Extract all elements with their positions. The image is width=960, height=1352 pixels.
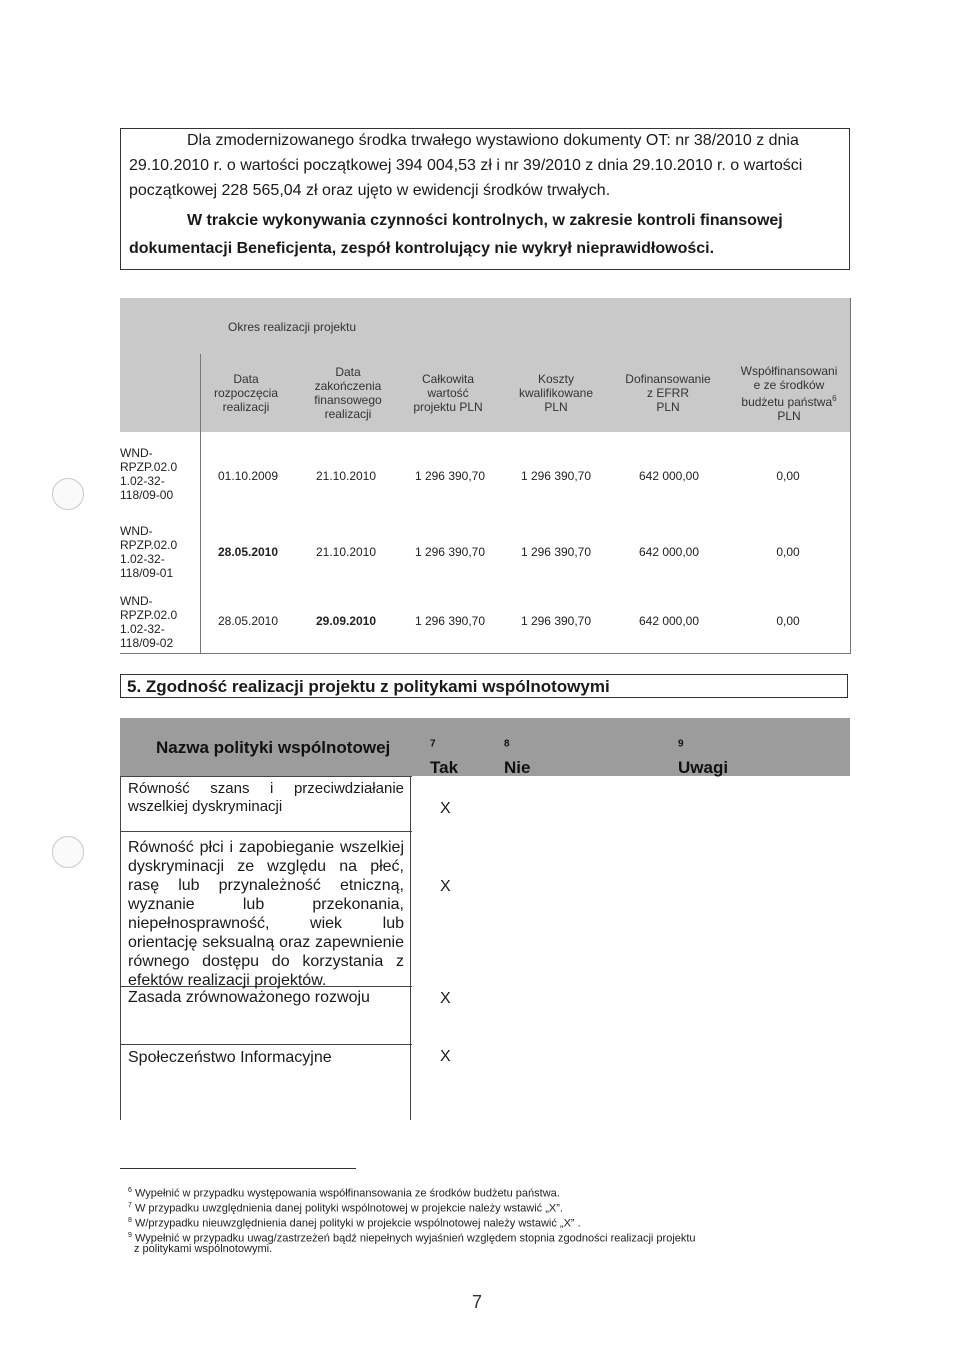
- footnote: $^8$ W/przypadku nieuwzględnienia danej polityki w projekcie wspólnotowej należy wstawić „X” .: [128, 1217, 581, 1230]
- header-policy-name: Nazwa polityki wspólnotowej: [156, 738, 391, 757]
- row-total: 1 296 390,70: [414, 614, 486, 628]
- footnote: z politykami wspólnotowymi.: [134, 1243, 273, 1255]
- col-start-date: Data rozpoczęcia realizacji: [213, 372, 279, 414]
- policy-mark: X: [440, 990, 451, 1007]
- header-notes: Uwagi $^9$: [678, 738, 729, 777]
- policy-mark: X: [440, 1048, 451, 1065]
- policy-mark: X: [440, 878, 451, 895]
- grid-line: [120, 776, 121, 1120]
- policy-name: Zasada zrównoważonego rozwoju: [128, 989, 370, 1006]
- grid-line: [410, 776, 411, 1120]
- row-end: 21.10.2010: [315, 469, 377, 483]
- intro-line-1: Dla zmodernizowanego środka trwałego wystawiono dokumenty OT: nr 38/2010 z dnia: [187, 132, 799, 149]
- footnote: $^9$ Wypełnić w przypadku uwag/zastrzeżeń bądź niepełnych wyjaśnień względem stopnia zgodności realizacji projektu: [128, 1232, 696, 1245]
- intro-line-5: dokumentacji Beneficjenta, zespół kontrolujący nie wykrył nieprawidłowości.: [129, 240, 715, 257]
- row-end: 21.10.2010: [315, 545, 377, 559]
- grid-line: [850, 298, 851, 654]
- section-5-title: 5. Zgodność realizacji projektu z politykami wspólnotowymi: [120, 674, 848, 698]
- row-eligible: 1 296 390,70: [520, 469, 592, 483]
- period-header-label: Okres realizacji projektu: [228, 320, 357, 334]
- footnote: $^6$ Wypełnić w przypadku występowania współfinansowania ze środków budżetu państwa.: [128, 1187, 560, 1200]
- policy-name: Równość płci i zapobieganie wszelkiej dyskryminacji ze względu na płeć, rasę lub przynależność etniczną, wyznanie lub przekonania, niepełnosprawność, wiek lub orientację seksualną oraz zapewnienie równego dostępu do korzystania z efektów realizacji projektów.: [128, 839, 404, 989]
- page-number: 7: [472, 1292, 483, 1312]
- intro-line-3: początkowej 228 565,04 zł oraz ujęto w ewidencji środków trwałych.: [129, 182, 611, 199]
- punch-hole-bottom: [52, 836, 84, 868]
- policy-table-header: [120, 718, 850, 776]
- intro-line-2: 29.10.2010 r. o wartości początkowej 394 004,53 zł i nr 39/2010 z dnia 29.10.2010 r. o wartości: [129, 157, 803, 174]
- row-efrr: 642 000,00: [638, 545, 700, 559]
- policy-mark: X: [440, 800, 451, 817]
- row-state: 0,00: [776, 614, 800, 628]
- grid-line: [120, 776, 412, 777]
- punch-hole-top: [52, 478, 84, 510]
- col-eligible-costs: Koszty kwalifikowane PLN: [518, 372, 594, 414]
- row-project-id: WND- RPZP.02.0 1.02-32- 118/09-00: [120, 446, 178, 502]
- row-total: 1 296 390,70: [414, 545, 486, 559]
- col-total-value: Całkowita wartość projektu PLN: [413, 372, 483, 414]
- row-state: 0,00: [776, 469, 800, 483]
- intro-box: [120, 128, 850, 270]
- row-project-id: WND- RPZP.02.0 1.02-32- 118/09-01: [120, 524, 178, 580]
- header-yes: Tak $^7$: [430, 738, 459, 777]
- footnote-divider: [120, 1168, 356, 1169]
- col-state-cofinancing: Współfinansowani e ze środków budżetu państwa$^6$ PLN: [740, 363, 838, 423]
- period-header: [120, 298, 850, 354]
- footnote: $^7$ W przypadku uwzględnienia danej polityki wspólnotowej w projekcie należy wstawić „X”.: [128, 1202, 563, 1215]
- grid-line: [120, 1044, 412, 1045]
- grid-line: [120, 831, 412, 832]
- policy-name: Społeczeństwo Informacyjne: [128, 1049, 332, 1066]
- grid-line: [120, 653, 850, 654]
- intro-line-4: W trakcie wykonywania czynności kontrolnych, w zakresie kontroli finansowej: [187, 212, 783, 229]
- row-end: 29.09.2010: [315, 614, 377, 628]
- grid-line: [200, 354, 201, 654]
- row-state: 0,00: [776, 545, 800, 559]
- col-efrr-funding: Dofinansowanie z EFRR PLN: [625, 372, 711, 414]
- policy-name: Równość szans i przeciwdziałanie wszelkiej dyskryminacji: [128, 780, 404, 815]
- row-efrr: 642 000,00: [638, 614, 700, 628]
- row-eligible: 1 296 390,70: [520, 545, 592, 559]
- row-start: 28.05.2010: [217, 614, 279, 628]
- row-total: 1 296 390,70: [414, 469, 486, 483]
- header-no: Nie $^8$: [504, 738, 531, 777]
- row-start: 01.10.2009: [217, 469, 279, 483]
- row-project-id: WND- RPZP.02.0 1.02-32- 118/09-02: [120, 594, 178, 650]
- col-end-date: Data zakończenia finansowego realizacji: [314, 365, 382, 421]
- row-start: 28.05.2010: [217, 545, 279, 559]
- row-eligible: 1 296 390,70: [520, 614, 592, 628]
- row-efrr: 642 000,00: [638, 469, 700, 483]
